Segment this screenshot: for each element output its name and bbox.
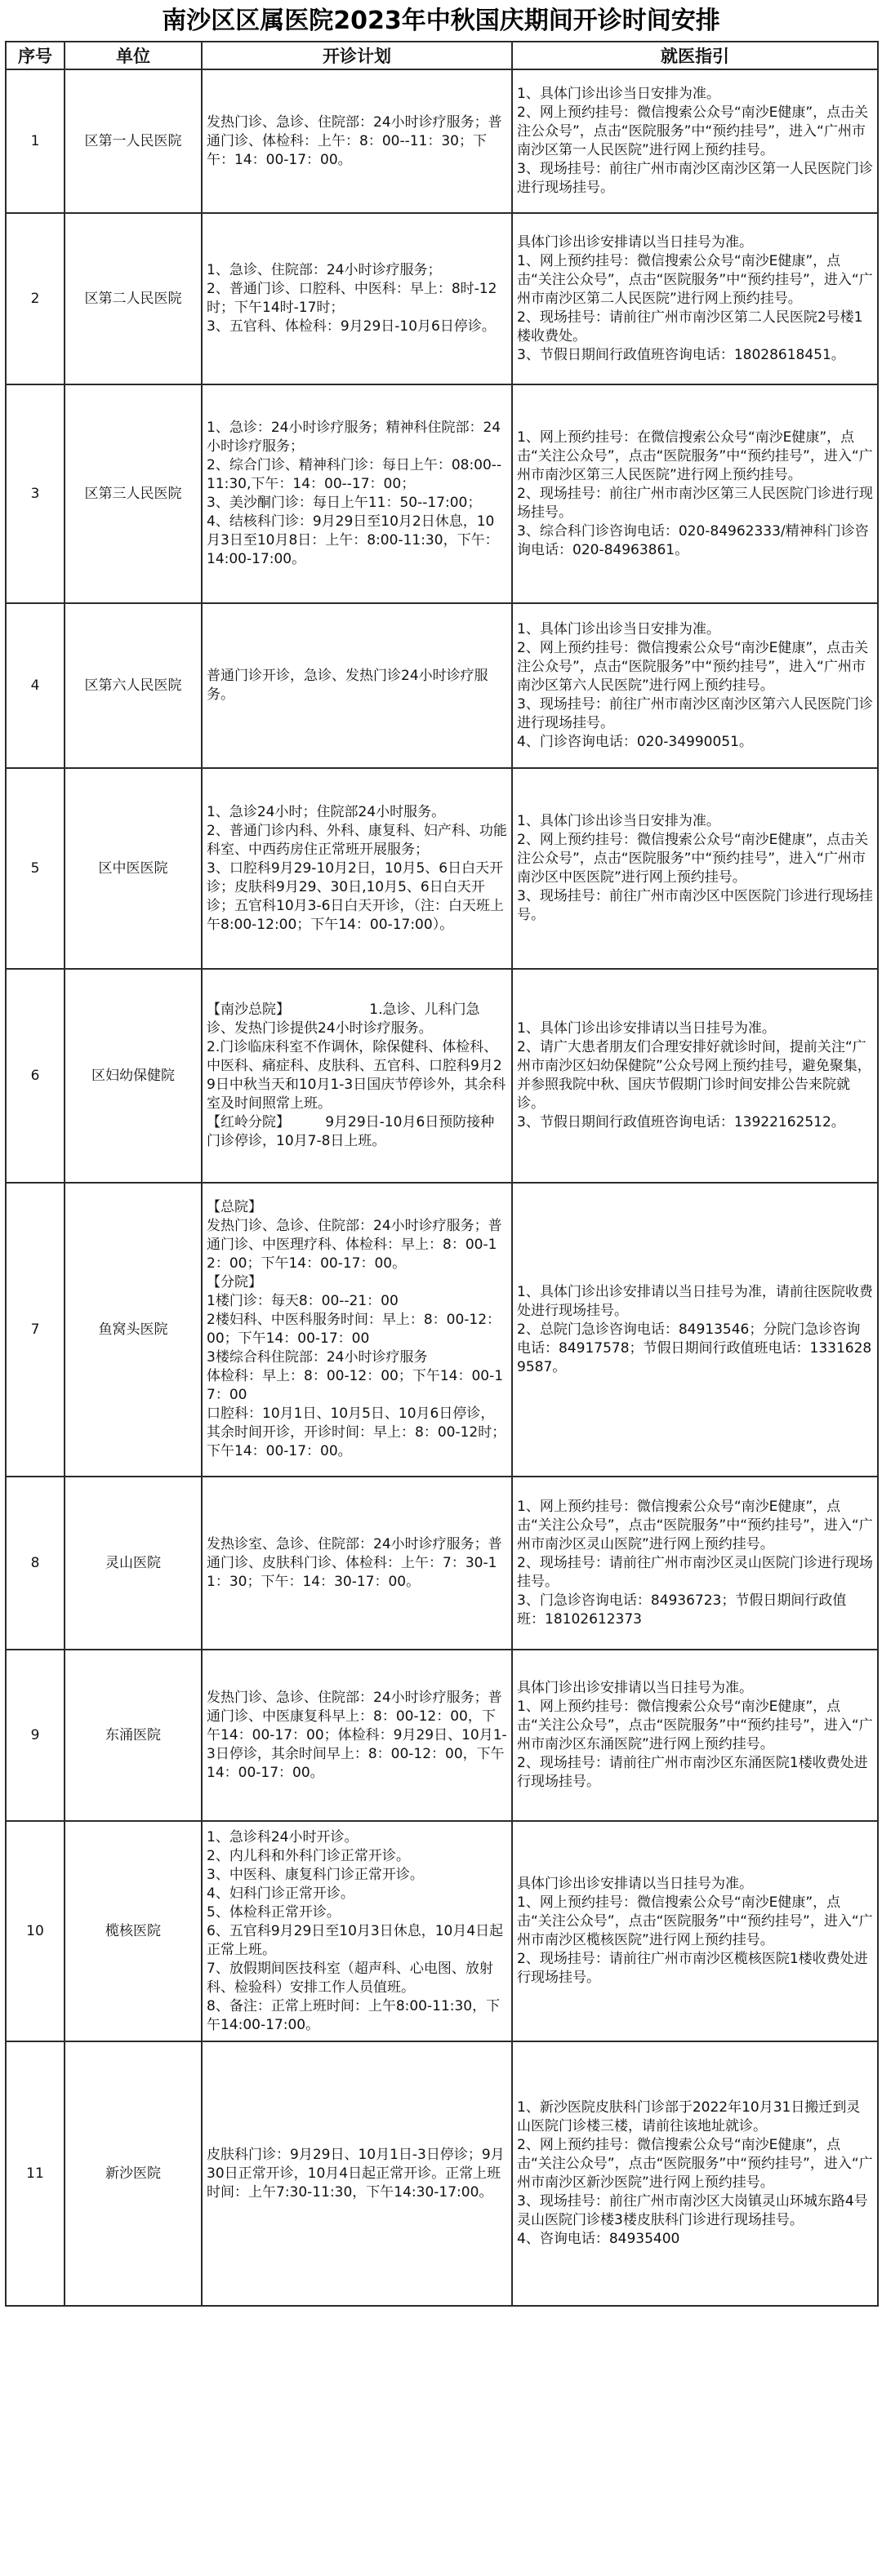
header-serial-number: 序号 — [6, 42, 65, 69]
plan-line: 普通门诊开诊，急诊、发热门诊24小时诊疗服务。 — [207, 668, 488, 703]
guide-line: 1、具体门诊出诊当日安排为准。 — [517, 813, 720, 829]
plan-line: 3、五官科、体检科：9月29日-10月6日停诊。 — [207, 318, 496, 335]
row-visit-guide — [512, 2041, 878, 2306]
plan-line: 1、急诊24小时；住院部24小时服务。 — [207, 803, 446, 820]
guide-line: 1、网上预约挂号：微信搜索公众号“南沙E健康”，点击“关注公众号”，点击“医院服务”中“预约挂号”，进入“广州市南沙区榄核医院”进行网上预约挂号。 — [517, 1894, 873, 1948]
row-serial-number: 6 — [6, 969, 65, 1183]
guide-line: 具体门诊出诊安排请以当日挂号为准。 — [517, 1876, 753, 1892]
row-hospital-name: 灵山医院 — [65, 1477, 202, 1650]
guide-line: 3、门急诊咨询电话：84936723；节假日期间行政值班：18102612373 — [517, 1592, 847, 1628]
row-clinic-plan — [202, 384, 512, 603]
table-row — [6, 69, 878, 213]
row-hospital-name: 区第二人民医院 — [65, 213, 202, 384]
row-serial-number: 11 — [6, 2041, 65, 2306]
plan-line: 2、普通门诊内科、外科、康复科、妇产科、功能科室、中西药房住正常班开展服务； — [207, 822, 507, 858]
guide-line: 1、具体门诊出诊当日安排为准。 — [517, 86, 720, 102]
plan-line: 2、普通门诊、口腔科、中医科：早上：8时-12时；下午14时-17时； — [207, 281, 497, 316]
plan-line: 体检科：早上：8：00-12：00；下午14：00-17：00 — [207, 1368, 504, 1403]
header-unit: 单位 — [65, 42, 202, 69]
guide-line: 2、网上预约挂号：微信搜索公众号“南沙E健康”，点击关注公众号”，点击“医院服务”中“预约挂号”，进入“广州市南沙区中医医院”进行网上预约挂号。 — [517, 832, 869, 886]
guide-line: 2、网上预约挂号：微信搜索公众号“南沙E健康”，点击“关注公众号”，点击“医院服务”中“预约挂号”，进入“广州市南沙区新沙医院”进行网上预约挂号。 — [517, 2137, 873, 2191]
guide-line: 4、咨询电话：84935400 — [517, 2231, 680, 2247]
plan-line: 6、五官科9月29日至10月3日休息，10月4日起正常上班。 — [207, 1922, 504, 1958]
row-hospital-name: 榄核医院 — [65, 1821, 202, 2041]
row-clinic-plan — [202, 603, 512, 768]
table-row — [6, 969, 878, 1183]
row-visit-guide — [512, 1477, 878, 1650]
table-row — [6, 1477, 878, 1650]
plan-line: 1楼门诊：每天8：00--21：00 — [207, 1293, 399, 1309]
guide-line: 2、现场挂号：请前往广州市南沙区东涌医院1楼收费处进行现场挂号。 — [517, 1755, 868, 1790]
plan-line: 2、综合门诊、精神科门诊：每日上午：08:00--11:30,下午：14：00--17：00； — [207, 457, 502, 492]
table-header-row — [6, 42, 878, 69]
plan-line: 发热门诊、急诊、住院部：24小时诊疗服务；普通门诊、体检科：上午：8：00--11：30；下午：14：00-17：00。 — [207, 113, 502, 168]
plan-line: 1、急诊：24小时诊疗服务；精神科住院部：24小时诊疗服务； — [207, 420, 501, 455]
guide-line: 1、网上预约挂号：微信搜索公众号“南沙E健康”，点击“关注公众号”，点击“医院服务”中“预约挂号”，进入“广州市南沙区东涌医院”进行网上预约挂号。 — [517, 1699, 873, 1752]
row-serial-number: 3 — [6, 384, 65, 603]
row-visit-guide — [512, 603, 878, 768]
guide-line: 4、门诊咨询电话：020-34990051。 — [517, 733, 753, 750]
guide-line: 3、节假日期间行政值班咨询电话：18028618451。 — [517, 346, 845, 363]
plan-line: 口腔科：10月1日、10月5日、10月6日停诊，其余时间开诊，开诊时间：早上：8：00-12时；下午14：00-17：00。 — [207, 1406, 506, 1459]
row-serial-number: 4 — [6, 603, 65, 768]
guide-line: 具体门诊出诊安排请以当日挂号为准。 — [517, 1680, 753, 1696]
table-row — [6, 1821, 878, 2041]
row-clinic-plan — [202, 969, 512, 1183]
plan-line: 【分院】 — [207, 1274, 262, 1290]
row-clinic-plan — [202, 1650, 512, 1821]
plan-line: 【总院】 — [207, 1199, 262, 1215]
row-serial-number: 7 — [6, 1183, 65, 1477]
row-hospital-name: 东涌医院 — [65, 1650, 202, 1821]
row-visit-guide — [512, 768, 878, 969]
guide-line: 1、新沙医院皮肤科门诊部于2022年10月31日搬迁到灵山医院门诊楼三楼，请前往该地址就诊。 — [517, 2099, 861, 2134]
row-serial-number: 2 — [6, 213, 65, 384]
guide-line: 2、现场挂号：请前往广州市南沙区灵山医院门诊进行现场挂号。 — [517, 1554, 873, 1590]
row-serial-number: 9 — [6, 1650, 65, 1821]
plan-line: 2、内儿科和外科门诊正常开诊。 — [207, 1847, 410, 1864]
row-serial-number: 10 — [6, 1821, 65, 2041]
plan-line: 3楼综合科住院部：24小时诊疗服务 — [207, 1349, 428, 1366]
guide-line: 1、网上预约挂号：在微信搜索公众号“南沙E健康”，点击“关注公众号”，点击“医院服务”中“预约挂号”，进入“广州市南沙区第三人民医院”进行网上预约挂号。 — [517, 429, 873, 483]
row-hospital-name: 新沙医院 — [65, 2041, 202, 2306]
row-clinic-plan — [202, 213, 512, 384]
table-body — [6, 69, 878, 2306]
guide-line: 2、网上预约挂号：微信搜索公众号“南沙E健康”，点击关注公众号”，点击“医院服务”中“预约挂号”，进入“广州市南沙区第一人民医院”进行网上预约挂号。 — [517, 104, 869, 158]
guide-line: 2、现场挂号：请前往广州市南沙区第二人民医院2号楼1楼收费处。 — [517, 309, 863, 344]
plan-line: 发热门诊、急诊、住院部：24小时诊疗服务；普通门诊、中医康复科早上：8：00-12：00，下午14：00-17：00；体检科：9月29日、10月1-3日停诊，其余时间早上：8：00-12：00，下午14：00-17：00。 — [207, 1689, 507, 1781]
guide-line: 2、请广大患者朋友们合理安排好就诊时间，提前关注“广州市南沙区妇幼保健院”公众号网上预约挂号，避免聚集，并参照我院中秋、国庆节假期门诊时间安排公告来院就诊。 — [517, 1039, 871, 1112]
row-visit-guide — [512, 1650, 878, 1821]
row-hospital-name: 区第六人民医院 — [65, 603, 202, 768]
plan-line: 8、备注：正常上班时间：上午8:00-11:30，下午14:00-17:00。 — [207, 1997, 501, 2033]
row-visit-guide — [512, 384, 878, 603]
row-clinic-plan — [202, 1183, 512, 1477]
guide-line: 3、综合科门诊咨询电话：020-84962333/精神科门诊咨询电话：020-84963861。 — [517, 522, 869, 558]
guide-line: 2、现场挂号：前往广州市南沙区第三人民医院门诊进行现场挂号。 — [517, 485, 873, 521]
plan-line: 4、妇科门诊正常开诊。 — [207, 1885, 354, 1902]
row-clinic-plan — [202, 1477, 512, 1650]
guide-line: 1、网上预约挂号：微信搜索公众号“南沙E健康”，点击“关注公众号”，点击“医院服务”中“预约挂号”，进入“广州市南沙区第二人民医院”进行网上预约挂号。 — [517, 252, 873, 307]
plan-line: 皮肤科门诊：9月29日、10月1日-3日停诊；9月30日正常开诊，10月4日起正常开诊。正常上班时间：上午7:30-11:30，下午14:30-17:00。 — [207, 2146, 505, 2201]
row-clinic-plan — [202, 69, 512, 213]
row-clinic-plan — [202, 768, 512, 969]
row-serial-number: 5 — [6, 768, 65, 969]
plan-line: 发热诊室、急诊、住院部：24小时诊疗服务；普通门诊、皮肤科门诊、体检科：上午：7：30-11：30；下午：14：30-17：00。 — [207, 1535, 502, 1590]
row-hospital-name: 区妇幼保健院 — [65, 969, 202, 1183]
plan-line: 4、结核科门诊：9月29日至10月2日休息，10月3日至10月8日：上午：8:00-11:30，下午：14:00-17:00。 — [207, 513, 499, 567]
row-visit-guide — [512, 1821, 878, 2041]
plan-line: 3、美沙酮门诊：每日上午11：50--17:00； — [207, 495, 482, 511]
row-visit-guide — [512, 69, 878, 213]
guide-line: 2、总院门急诊咨询电话：84913546；分院门急诊咨询电话：84917578；节假日期间行政值班电话：13316289587。 — [517, 1321, 872, 1375]
row-serial-number: 1 — [6, 69, 65, 213]
plan-line: 3、口腔科9月29-10月2日，10月5、6日白天开诊；皮肤科9月29、30日,10月5、6日白天开诊；五官科10月3-6日白天开诊，（注：白天班上午8:00-12:00；下午14：00-17:00）。 — [207, 859, 504, 933]
plan-line: 3、中医科、康复科门诊正常开诊。 — [207, 1866, 424, 1883]
guide-line: 3、现场挂号：前往广州市南沙区中医医院门诊进行现场挂号。 — [517, 888, 873, 923]
guide-line: 3、现场挂号：前往广州市南沙区大岗镇灵山环城东路4号灵山医院门诊楼3楼皮肤科门诊进行现场挂号。 — [517, 2193, 868, 2228]
plan-line: 【红岭分院】 9月29日-10月6日预防接种门诊停诊，10月7-8日上班。 — [207, 1114, 495, 1149]
plan-line: 1、急诊科24小时开诊。 — [207, 1828, 359, 1845]
plan-line: 2楼妇科、中医科服务时间：早上：8：00-12：00；下午14：00-17：00 — [207, 1312, 501, 1347]
row-visit-guide — [512, 1183, 878, 1477]
guide-line: 1、具体门诊出诊安排请以当日挂号为准。 — [517, 1020, 776, 1037]
row-clinic-plan — [202, 2041, 512, 2306]
table-row — [6, 603, 878, 768]
row-hospital-name: 鱼窝头医院 — [65, 1183, 202, 1477]
header-clinic-plan: 开诊计划 — [202, 42, 512, 69]
page-title: 南沙区区属医院2023年中秋国庆期间开诊时间安排 — [162, 7, 720, 35]
plan-line: 1、急诊、住院部：24小时诊疗服务； — [207, 262, 442, 278]
guide-line: 3、现场挂号：前往广州市南沙区南沙区第一人民医院门诊进行现场挂号。 — [517, 161, 873, 196]
row-visit-guide — [512, 969, 878, 1183]
guide-line: 3、现场挂号：前往广州市南沙区南沙区第六人民医院门诊进行现场挂号。 — [517, 695, 873, 731]
guide-line: 2、现场挂号：请前往广州市南沙区榄核医院1楼收费处进行现场挂号。 — [517, 1951, 868, 1986]
header-visit-guide: 就医指引 — [512, 42, 878, 69]
guide-line: 2、网上预约挂号：微信搜索公众号“南沙E健康”，点击关注公众号”，点击“医院服务”中“预约挂号”，进入“广州市南沙区第六人民医院”进行网上预约挂号。 — [517, 639, 869, 694]
plan-line: 5、体检科正常开诊。 — [207, 1903, 341, 1921]
table-row — [6, 1650, 878, 1821]
plan-line: 【南沙总院】 1.急诊、儿科门急诊、发热门诊提供24小时诊疗服务。 — [207, 1002, 480, 1037]
plan-line: 7、放假期间医技科室（超声科、心电图、放射科、检验科）安排工作人员值班。 — [207, 1960, 493, 1996]
table-row — [6, 213, 878, 384]
plan-line: 2.门诊临床科室不作调休，除保健科、体检科、中医科、痛症科、皮肤科、五官科、口腔科9月29日中秋当天和10月1-3日国庆节停诊外，其余科室及时间照常上班。 — [207, 1039, 506, 1112]
row-hospital-name: 区中医医院 — [65, 768, 202, 969]
row-serial-number: 8 — [6, 1477, 65, 1650]
guide-line: 3、节假日期间行政值班咨询电话：13922162512。 — [517, 1114, 845, 1130]
guide-line: 1、具体门诊出诊当日安排为准。 — [517, 620, 720, 637]
table-row — [6, 2041, 878, 2306]
plan-line: 发热门诊、急诊、住院部：24小时诊疗服务；普通门诊、中医理疗科、体检科：早上：8：00-12：00；下午14：00-17：00。 — [207, 1218, 502, 1272]
row-hospital-name: 区第三人民医院 — [65, 384, 202, 603]
guide-line: 具体门诊出诊安排请以当日挂号为准。 — [517, 233, 753, 251]
row-hospital-name: 区第一人民医院 — [65, 69, 202, 213]
table-row — [6, 1183, 878, 1477]
row-clinic-plan — [202, 1821, 512, 2041]
guide-line: 1、网上预约挂号：微信搜索公众号“南沙E健康”，点击“关注公众号”，点击“医院服务”中“预约挂号”，进入“广州市南沙区灵山医院”进行网上预约挂号。 — [517, 1498, 873, 1552]
table-row — [6, 384, 878, 603]
table-row — [6, 768, 878, 969]
row-visit-guide — [512, 213, 878, 384]
guide-line: 1、具体门诊出诊安排请以当日挂号为准，请前往医院收费处进行现场挂号。 — [517, 1283, 873, 1319]
schedule-table — [5, 41, 879, 2307]
